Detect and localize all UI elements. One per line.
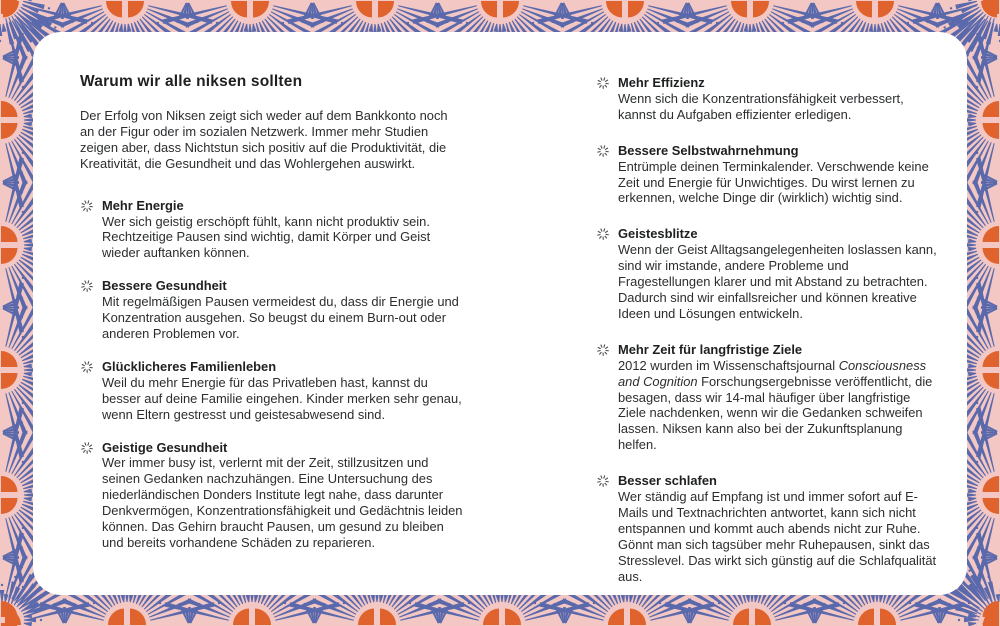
sparkle-icon <box>596 227 610 241</box>
sparkle-icon <box>80 360 94 374</box>
benefit-text <box>618 143 938 207</box>
page-card <box>33 32 967 595</box>
benefit-item <box>80 278 464 342</box>
sparkle-icon <box>596 474 610 488</box>
benefit-text <box>618 75 938 123</box>
benefit-title: Bessere Selbstwahrnehmung <box>618 142 799 158</box>
benefit-title: Geistesblitze <box>618 226 698 242</box>
sparkle-icon <box>596 76 610 90</box>
benefit-item <box>80 440 464 551</box>
sparkle-icon <box>596 144 610 158</box>
benefit-text <box>618 473 938 584</box>
benefit-body: 2012 wurden im Wissenschaftsjournal Consciousness and Cognition Forschungsergebnisse veröffentlicht, die besagen, dass wir 14-mal häufiger über langfristige Ziele nachdenken, wenn wir die Gedanken schweifen lassen. Niksen kann also bei der Zukunftsplanung helfen. <box>618 357 933 453</box>
benefit-title: Besser schlafen <box>618 473 717 489</box>
benefit-item <box>596 342 938 453</box>
benefit-body: Wer ständig auf Empfang ist und immer sofort auf E-Mails und Textnachrichten antwortet, kann sich nicht entspannen und kommt auch abends nicht zur Ruhe. Gönnt man sich tagsüber mehr Ruhepausen, sinkt das Stresslevel. Das wirkt sich günstig auf die Schlafqualität aus. <box>618 489 937 584</box>
benefit-text <box>102 198 464 262</box>
benefit-title: Geistige Gesundheit <box>102 439 228 455</box>
benefit-body: Wer immer busy ist, verlernt mit der Zeit, stillzusitzen und seinen Gedanken nachzuhängen. Eine Untersuchung des niederländischen Donders Institute legt nahe, dass darunter Denkvermögen, Konzentrationsfähigkeit und Gedächtnis leiden können. Das Gehirn braucht Pausen, um gesund zu bleiben und bereits vorhandene Schäden zu reparieren. <box>102 455 463 550</box>
sparkle-icon <box>596 343 610 357</box>
benefit-body: Wer sich geistig erschöpft fühlt, kann nicht produktiv sein. Rechtzeitige Pausen sind wichtig, damit Körper und Geist wieder auftanken können. <box>102 213 431 261</box>
benefit-item <box>80 198 464 262</box>
benefit-text <box>102 278 464 342</box>
sparkle-icon <box>80 279 94 293</box>
left-column <box>80 72 464 568</box>
benefit-text <box>618 226 938 321</box>
benefit-item <box>80 359 464 423</box>
benefit-text <box>618 342 938 453</box>
right-column <box>596 75 938 604</box>
benefit-body: Entrümple deinen Terminkalender. Verschwende keine Zeit und Energie für Unwichtiges. Du wirst lernen zu erkennen, welche Dinge dir (wirklich) wichtig sind. <box>618 158 929 206</box>
intro-paragraph: Der Erfolg von Niksen zeigt sich weder auf dem Bankkonto noch an der Figur oder im sozialen Netzwerk. Immer mehr Studien zeigen aber, dass Nichtstun sich positiv auf die Produktivität, die Kreativität, die Gesundheit und das Wohlergehen auswirkt. <box>80 108 448 171</box>
benefit-title: Glücklicheres Familienleben <box>102 358 277 374</box>
benefit-title: Bessere Gesundheit <box>102 278 227 294</box>
benefit-item <box>596 473 938 584</box>
benefit-body: Wenn sich die Konzentrationsfähigkeit verbessert, kannst du Aufgaben effizienter erledigen. <box>618 90 904 122</box>
benefit-body: Wenn der Geist Alltagsangelegenheiten loslassen kann, sind wir imstande, andere Probleme und Fragestellungen klarer und mit Abstand zu betrachten. Dadurch sind wir einfallsreicher und können kreative Ideen und Lösungen entwickeln. <box>618 242 937 321</box>
benefit-text <box>102 440 464 551</box>
benefits-list-right <box>596 75 938 584</box>
benefit-item <box>596 75 938 123</box>
benefit-item <box>596 143 938 207</box>
benefit-body: Mit regelmäßigen Pausen vermeidest du, dass dir Energie und Konzentration ausgehen. So beugst du einem Burn-out oder anderen Problemen vor. <box>102 294 459 341</box>
benefit-body: Weil du mehr Energie für das Privatleben hast, kannst du besser auf deine Familie eingehen. Kinder merken sehr genau, wenn Eltern gestresst und geistesabwesend sind. <box>102 374 462 422</box>
benefits-list-left <box>80 198 464 551</box>
sparkle-icon <box>80 441 94 455</box>
benefit-title: Mehr Energie <box>102 197 184 213</box>
sparkle-icon <box>80 199 94 213</box>
page-title: Warum wir alle niksen sollten <box>80 73 303 90</box>
benefit-title: Mehr Effizienz <box>618 75 705 90</box>
benefit-title: Mehr Zeit für langfristige Ziele <box>618 341 803 357</box>
benefit-text <box>102 359 464 423</box>
benefit-item <box>596 226 938 321</box>
